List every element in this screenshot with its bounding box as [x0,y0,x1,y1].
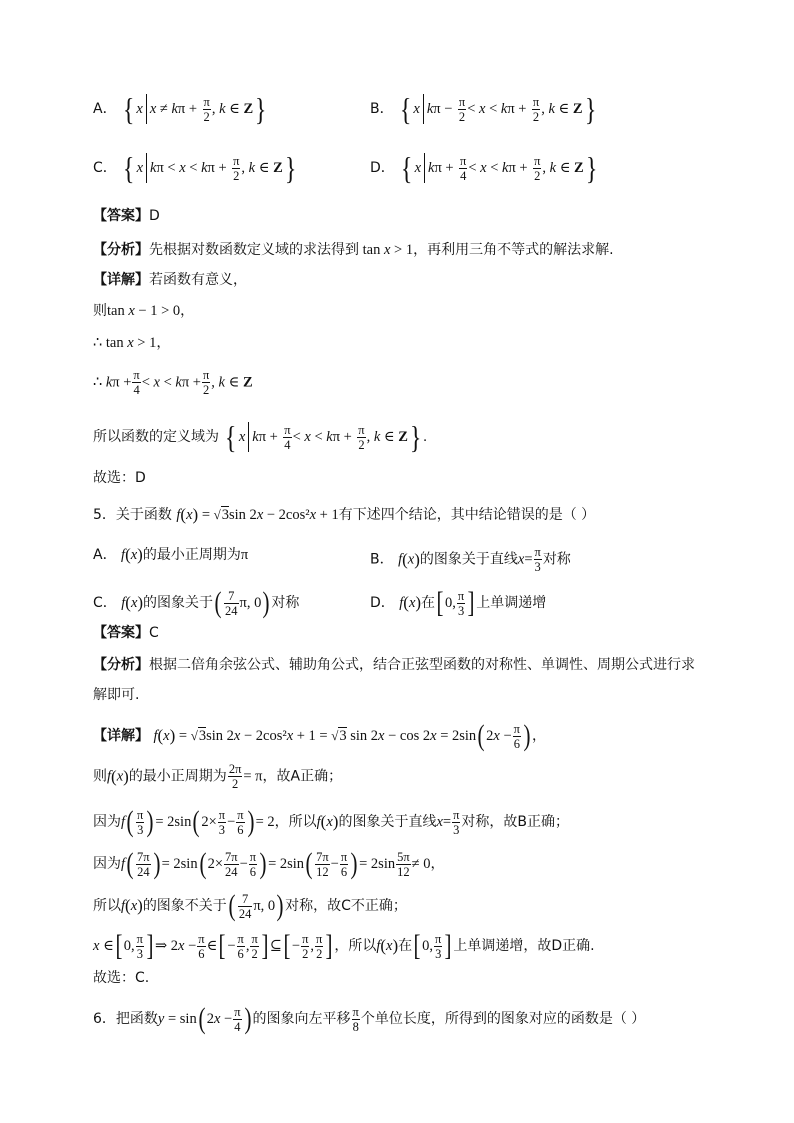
q5-option-c: C． f(x)的图象关于( $\frac{7}{24}$ π, 0) 对称 [93,586,300,619]
q4-choice: 故选：D [93,470,146,486]
q5-analysis-1: 【分析】根据二倍角余弦公式、辅助角公式，结合正弦型函数的对称性、单调性、周期公式进行求 [93,657,695,673]
q5-option-d: D． f(x)在[ 0, $\frac{\pi}{3}$ ] 上单调递增 [370,586,547,619]
set-expression: { x x ≠ kπ + $\frac{\pi}{2}$ , k ∈ Z} [122,91,267,127]
q5-choice: 故选：C. [93,970,150,986]
set-expression: { x kπ − $\frac{\pi}{2}$ < x < kπ + $\frac{\pi}{2}$ , k ∈ Z} [399,91,596,127]
q5-detail-4: 因为f( $\frac{7\pi}{24}$ ) = 2sin( 2× $\frac{7\pi}{24}$ − $\frac{\pi}{6}$ ) = 2sin( $\frac{7\pi}{12}$ − $\frac{\pi}{6}$ ) = 2sin $\frac{5\pi}{12}$ ≠ 0， [93,847,445,880]
q5-option-b: B． f(x)的图象关于直线x= $\frac{\pi}{3}$ 对称 [370,545,571,574]
q4-domain: 所以函数的定义域为 { x kπ + $\frac{\pi}{4}$ < x < kπ + $\frac{\pi}{2}$ , k ∈ Z} . [93,419,427,455]
q4-option-c: C． { x kπ < x < kπ + $\frac{\pi}{2}$ , k ∈ Z} [93,150,297,186]
q5-detail-6: x ∈[ 0, $\frac{\pi}{3}$ ] ⇒ 2x − $\frac{\pi}{6}$ ∈[ − $\frac{\pi}{6}$ , $\frac{\pi}{2}$ ] ⊆[ − $\frac{\pi}{2}$ , $\frac{\pi}{2}$ ] ，所以f(x)在[ 0, $\frac{\pi}{3}$ ] 上单调递增，故D正确. [93,929,595,962]
q4-option-a: A． { x x ≠ kπ + $\frac{\pi}{2}$ , k ∈ Z} [93,91,267,127]
q5-detail-5: 所以f(x)的图象不关于( $\frac{7}{24}$ π, 0) 对称，故C不正确； [93,889,407,922]
q4-detail-2: 则tan x − 1 > 0， [93,303,195,319]
q4-answer: 【答案】D [93,208,160,224]
q5-detail-1: 【详解】 f(x) = √3sin 2x − 2cos²x + 1 = √3 sin 2x − cos 2x = 2sin( 2x − $\frac{\pi}{6}$ ) ， [93,719,546,752]
q4-detail-1: 【详解】若函数有意义， [93,272,247,288]
q5-detail-2: 则f(x)的最小正周期为 $\frac{2\pi}{2}$ = π，故A正确； [93,762,343,791]
q5-detail-3: 因为f( $\frac{\pi}{3}$ ) = 2sin( 2× $\frac{\pi}{3}$ − $\frac{\pi}{6}$ ) = 2，所以f(x)的图象关于直线x= $\frac{\pi}{3}$ 对称，故B正确； [93,805,569,838]
q4-detail-4: ∴ kπ + $\frac{\pi}{4}$ < x < kπ + $\frac{\pi}{2}$ , k ∈ Z [93,368,253,397]
q5-answer: 【答案】C [93,625,159,641]
q4-analysis: 【分析】先根据对数函数定义域的求法得到 tan x > 1，再利用三角不等式的解法求解. [93,242,614,258]
q6-stem: 6．把函数y = sin( 2x − $\frac{\pi}{4}$ ) 的图象向左平移 $\frac{\pi}{8}$ 个单位长度，所得到的图象对应的函数是（ ） [93,1002,646,1035]
set-expression: { x kπ < x < kπ + $\frac{\pi}{2}$ , k ∈ Z} [123,150,297,186]
set-expression: { x kπ + $\frac{\pi}{4}$ < x < kπ + $\frac{\pi}{2}$ , k ∈ Z} [401,150,598,186]
q5-option-a: A． f(x)的最小正周期为π [93,545,249,564]
q4-option-b: B． { x kπ − $\frac{\pi}{2}$ < x < kπ + $\frac{\pi}{2}$ , k ∈ Z} [370,91,596,127]
q5-analysis-2: 解即可. [93,687,140,703]
set-expression: { x kπ + $\frac{\pi}{4}$ < x < kπ + $\frac{\pi}{2}$ , k ∈ Z} [225,419,422,455]
q5-stem: 5．关于函数 f(x) = √3sin 2x − 2cos²x + 1有下述四个结论，其中结论错误的是（ ） [93,505,596,524]
q4-detail-3: ∴ tan x > 1， [93,335,171,351]
q4-option-d: D． { x kπ + $\frac{\pi}{4}$ < x < kπ + $\frac{\pi}{2}$ , k ∈ Z} [370,150,598,186]
